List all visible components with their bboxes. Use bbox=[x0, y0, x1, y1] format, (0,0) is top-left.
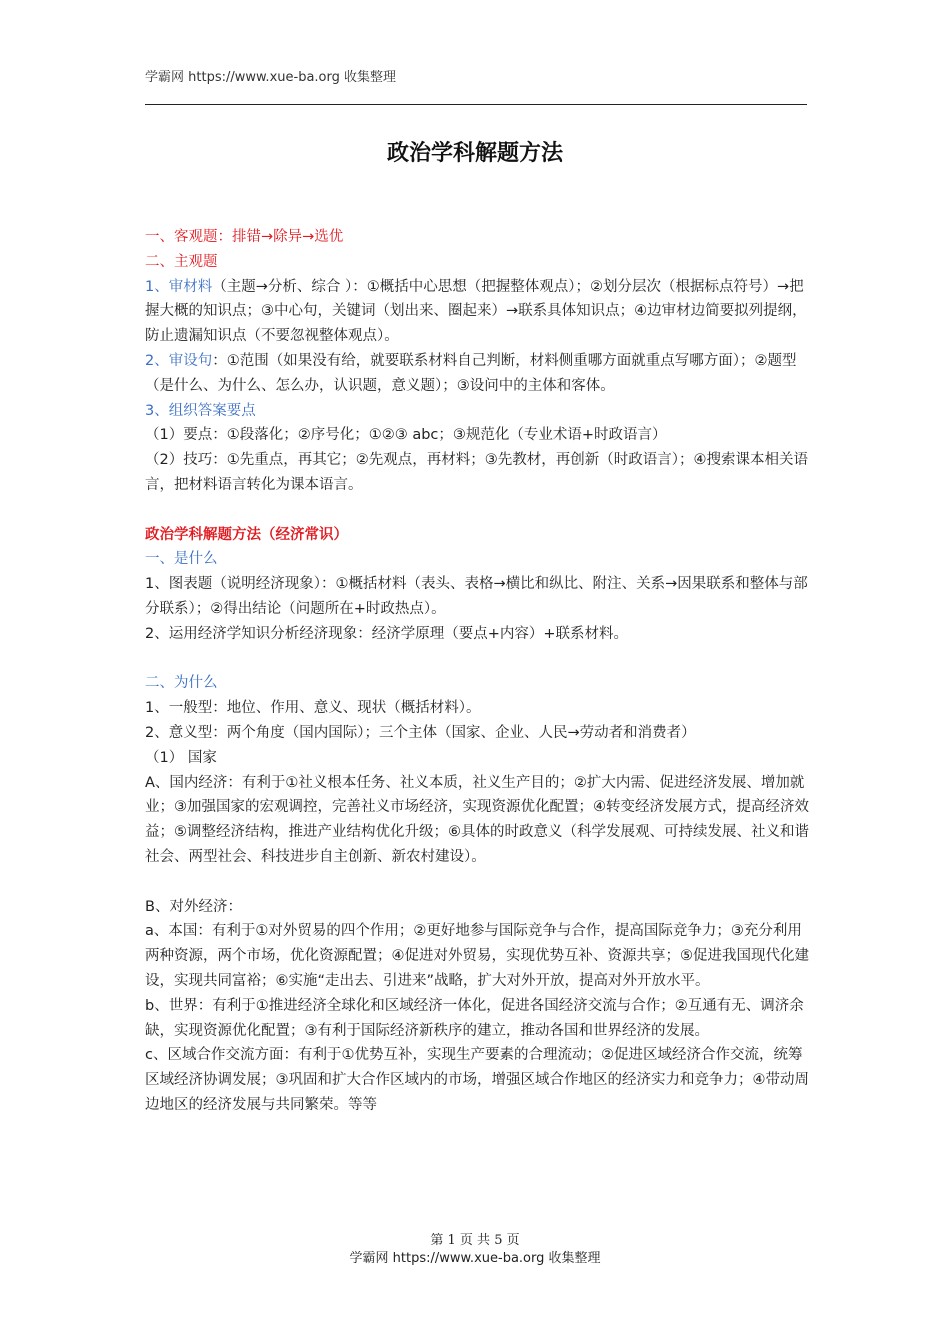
document-body bbox=[145, 225, 810, 1118]
header-divider bbox=[145, 104, 807, 105]
subjective-heading: 二、主观题 bbox=[145, 253, 218, 270]
world-paragraph: b、世界：有利于①推进经济全球化和区域经济一体化，促进各国经济交流与合作；②互通有无、调济余缺，实现资源优化配置；③有利于国际经济新秩序的建立，推动各国和世界经济的发展。 bbox=[145, 997, 804, 1039]
skills-line: （2）技巧：①先重点，再其它；②先观点，再材料；③先教材，再创新（时政语言）；④搜索课本相关语言，把材料语言转化为课本语言。 bbox=[145, 452, 808, 493]
general-type-line: 1、一般型：地位、作用、意义、现状（概括材料）。 bbox=[145, 700, 481, 717]
what-heading: 一、是什么 bbox=[145, 551, 218, 568]
document-title: 政治学科解题方法 bbox=[386, 141, 563, 166]
review-question-label: 2、审设句 bbox=[145, 352, 213, 369]
economics-heading: 政治学科解题方法（经济常识） bbox=[145, 526, 348, 543]
nation-line: （1） 国家 bbox=[145, 749, 217, 766]
chart-question-paragraph: 1、图表题（说明经济现象）：①概括材料（表头、表格→横比和纵比、附注、关系→因果联系和整体与部分联系）；②得出结论（问题所在+时政热点）。 bbox=[145, 576, 808, 617]
home-country-paragraph: a、本国：有利于①对外贸易的四个作用；②更好地参与国际竞争与合作，提高国际竞争力；③充分利用两种资源，两个市场，优化资源配置；④促进对外贸易，实现优势互补、资源共享；⑤促进我国现代化建设，实现共同富裕；⑥实施“走出去、引进来”战略，扩大对外开放，提高对外开放水平。 bbox=[145, 923, 809, 989]
review-material-label: 1、审材料 bbox=[145, 278, 213, 295]
spacer bbox=[145, 498, 810, 523]
meaning-type-line: 2、意义型：两个角度（国内国际）；三个主体（国家、企业、人民→劳动者和消费者） bbox=[145, 724, 696, 741]
objective-heading: 一、客观题：排错→除异→选优 bbox=[145, 229, 344, 245]
page-number: 第 1 页 共 5 页 bbox=[430, 1233, 520, 1248]
review-material-text: （主题→分析、综合 ）：①概括中心思想（把握整体观点）；②划分层次（根据标点符号）→把握大概的知识点；③中心句，关键词（划出来、圈起来）→联系具体知识点；④边审材边简要拟列提纲，防止遗漏知识点（不要忽视整体观点）。 bbox=[145, 278, 807, 345]
domestic-economy-paragraph: A、国内经济：有利于①社义根本任务、社义本质，社义生产目的；②扩大内需、促进经济发展、增加就业；③加强国家的宏观调控，完善社义市场经济，实现资源优化配置；④转变经济发展方式，提高经济效益；⑤调整经济结构，推进产业结构优化升级；⑥具体的时政意义（科学发展观、可持续发展、社义和谐社会、两型社会、科技进步自主创新、新农村建设）。 bbox=[145, 774, 809, 865]
paragraph-review-material bbox=[145, 275, 810, 349]
review-question-text: ：①范围（如果没有给，就要联系材料自己判断，材料侧重哪方面就重点写哪方面）；②题型（是什么、为什么、怎么办，认识题，意义题）；③设问中的主体和客体。 bbox=[145, 352, 797, 394]
foreign-economy-line: B、对外经济： bbox=[145, 898, 242, 915]
page-header: 学霸网 https://www.xue-ba.org 收集整理 bbox=[145, 70, 396, 85]
regional-cooperation-paragraph: c、区域合作交流方面：有利于①优势互补，实现生产要素的合理流动；②促进区域经济合作交流，统筹区域经济协调发展；③巩固和扩大合作区域内的市场，增强区域合作地区的经济实力和竞争力；④带动周边地区的经济发展与共同繁荣。等等 bbox=[145, 1047, 809, 1113]
organize-answer-heading: 3、组织答案要点 bbox=[145, 402, 256, 419]
spacer bbox=[145, 870, 810, 895]
spacer bbox=[145, 647, 810, 672]
paragraph-review-question bbox=[145, 349, 810, 399]
analysis-paragraph: 2、运用经济学知识分析经济现象：经济学原理（要点+内容）+联系材料。 bbox=[145, 625, 629, 642]
why-heading: 二、为什么 bbox=[145, 675, 218, 692]
key-points-line: （1）要点：①段落化；②序号化；①②③ abc；③规范化（专业术语+时政语言） bbox=[145, 427, 667, 444]
page-footer: 学霸网 https://www.xue-ba.org 收集整理 bbox=[349, 1251, 601, 1266]
